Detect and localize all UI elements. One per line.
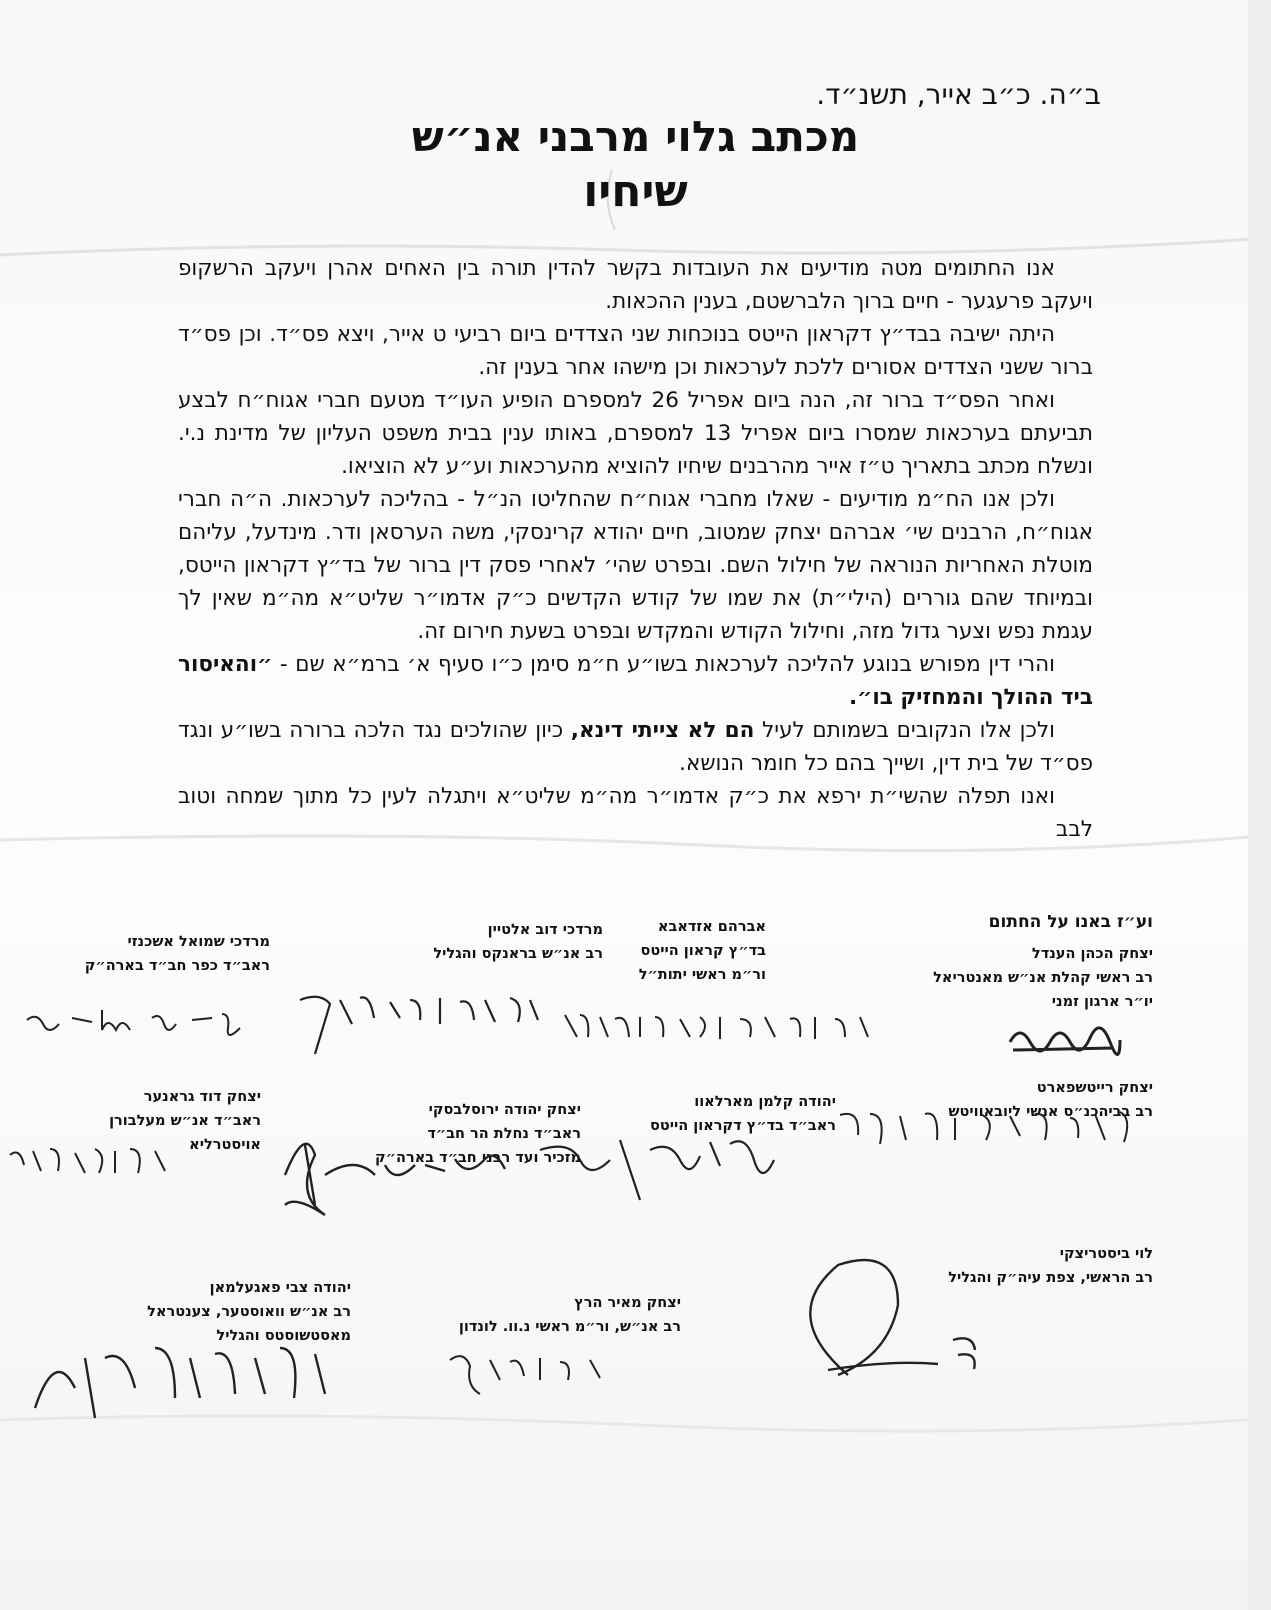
signatory-title: רב ראשי קהלת אנ״ש מאנטריאל — [933, 970, 1153, 986]
signature-reitshpart — [830, 1100, 1150, 1164]
paragraph-5 — [178, 648, 1093, 714]
letter-subtitle: שיחיו — [583, 166, 688, 217]
signatory-name: יצחק מאיר הרץ — [574, 1295, 681, 1311]
signature-yaroslavsky — [265, 1115, 525, 1229]
signatory-title: ראב״ד כפר חב״ד בארה״ק — [84, 958, 270, 974]
paragraph-2: היתה ישיבה בבד״ץ דקראון הייטס בנוכחות שני הצדדים ביום רביעי ט אייר, ויצא פס״ד. וכן פס״ד ברור ששני הצדדים אסורים ללכת לערכאות וכן מישהו אחר בענין זה. — [178, 322, 1093, 380]
paragraph-1: אנו החתומים מטה מודיעים את העובדות בקשר להדין תורה בין האחים אהרן ויעקב הרשקופ ויעקב פרעגער - חיים ברוך הלברשטם, בענין ההכאות. — [178, 256, 1093, 314]
signatory-name: אברהם אזדאבא — [657, 919, 766, 935]
signature-fogelman — [25, 1318, 355, 1432]
letter-body — [178, 252, 1093, 846]
paragraph-6 — [178, 714, 1093, 780]
signature-bistritzky — [788, 1255, 1048, 1399]
signatory-title: מזכיר ועד רבני חב״ד בארה״ק — [375, 1150, 581, 1166]
signatory-block — [639, 915, 766, 987]
signature-marlow — [530, 1120, 800, 1214]
paragraph-6-end: כיון שהולכים נגד הלכה ברורה בשו״ע ונגד פס״ד של בית דין, ושייך בהם כל חומר הנושא. — [178, 718, 1093, 776]
signature-groner — [5, 1135, 185, 1189]
signatory-name: מרדכי דוב אלטיין — [487, 922, 603, 938]
paragraph-6-emphasis: הם לא צייתי דינא, — [570, 718, 755, 743]
signature-hertz — [440, 1340, 640, 1404]
signatory-name: מרדכי שמואל אשכנזי — [127, 934, 270, 950]
signatories-intro: וע״ז באנו על החתום — [988, 912, 1153, 932]
signatory-title: ראב״ד נחלת הר חב״ד — [427, 1126, 581, 1142]
signatory-name: יצחק רייטשפארט — [1036, 1080, 1153, 1096]
signatory-title: ראב״ד בד״ץ דקראון הייטס — [650, 1118, 836, 1134]
signature-ashkenazi — [22, 1000, 262, 1040]
signatory-title: רב הראשי, צפת עיה״ק והגליל — [948, 1270, 1153, 1286]
signatory-title: בד״ץ קראון הייטס — [640, 943, 766, 959]
signatory-block — [85, 930, 270, 978]
signatory-name: יצחק יהודה ירוסלבסקי — [428, 1102, 581, 1118]
signature-handel — [1005, 1020, 1125, 1064]
signature-altein — [290, 980, 550, 1064]
halacha-quote: ״והאיסור ביד ההולך והמחזיק בו״. — [178, 652, 1093, 710]
letter-date: ב״ה. כ״ב אייר, תשנ״ד. — [816, 78, 1101, 111]
letter-title: מכתב גלוי מרבני אנ״ש — [411, 112, 860, 161]
signatory-title: ור״מ ראשי יתות״ל — [638, 967, 766, 983]
signatory-block — [459, 1291, 681, 1339]
signatory-title: מאסטשוסטס והגליל — [216, 1328, 351, 1344]
signatory-block — [433, 918, 603, 966]
paragraph-5-text: והרי דין מפורש בנוגע להליכה לערכאות בשו״ע ח״מ סימן כ״ו סעיף א׳ ברמ״א שם - — [279, 652, 1055, 677]
paragraph-6-start: ולכן אלו הנקובים בשמותם לעיל — [762, 718, 1055, 743]
signatory-name: יצחק דוד גראנער — [143, 1089, 261, 1105]
signatory-title: רב אנ״ש, ור״מ ראשי נ.וו. לונדון — [458, 1319, 681, 1335]
signatory-title: רב אנ״ש בראנקס והגליל — [433, 946, 603, 962]
signatory-title: ראב״ד אנ״ש מעלבורן — [109, 1113, 261, 1129]
signatory-name: יהודה קלמן מארלאוו — [694, 1094, 836, 1110]
paragraph-4: ולכן אנו הח״מ מודיעים - שאלו מחברי אגוח״ח שהחליטו הנ״ל - בהליכה לערכאות. ה״ה חברי אגוח״ח, הרבנים שי׳ אברהם יצחק שמטוב, חיים יהודא קרינסקי, משה הערסאן ודר. מינדעל, עליהם מוטלת האחריות הנוראה של חילול השם. ובפרט שהי׳ לאחרי פסק דין ברור של בד״ץ דקראון הייטס, ובמיוחד שהם גוררים (הילי״ת) את שמו של קודש הקדשים כ״ק אדמו״ר שליט״א מה״מ שאין לך עגמת נפש וצער גדול מזה, וחילול הקודש והמקדש ובפרט בשעת חירום זה. — [178, 487, 1093, 644]
signatory-block — [933, 942, 1153, 1014]
signatory-name: יהודה צבי פאגעלמאן — [209, 1280, 351, 1296]
signatory-name: יצחק הכהן הענדל — [1031, 946, 1153, 962]
signatory-title: רב בביהכנ״ס אנשי ליובאוויטש — [948, 1104, 1153, 1120]
closing-paragraph: ואנו תפלה שהשי״ת ירפא את כ״ק אדמו״ר מה״מ שליט״א ויתגלה לעין כל מתוך שמחה וטוב לבב — [178, 784, 1093, 842]
signatory-title: רב אנ״ש וואוסטער, צענטראל — [147, 1304, 351, 1320]
signature-azdaba — [560, 1005, 880, 1049]
signatory-title: אויסטרליא — [189, 1137, 261, 1153]
signatory-title: יו״ר ארגון זמני — [1051, 994, 1153, 1010]
paragraph-3: ואחר הפס״ד ברור זה, הנה ביום אפריל 26 למספרם הופיע העו״ד מטעם חברי אגוח״ח לבצע תביעתם בערכאות שמסרו ביום אפריל 13 למספרם, באותו ענין בבית משפט העליון של מדינת נ.י. ונשלח מכתב בתאריך ט״ז אייר מהרבנים שיחיו להוציא מהערכאות וע״ע לא הוציאו. — [178, 388, 1093, 479]
signatory-name: לוי ביסטריצקי — [1059, 1246, 1153, 1262]
